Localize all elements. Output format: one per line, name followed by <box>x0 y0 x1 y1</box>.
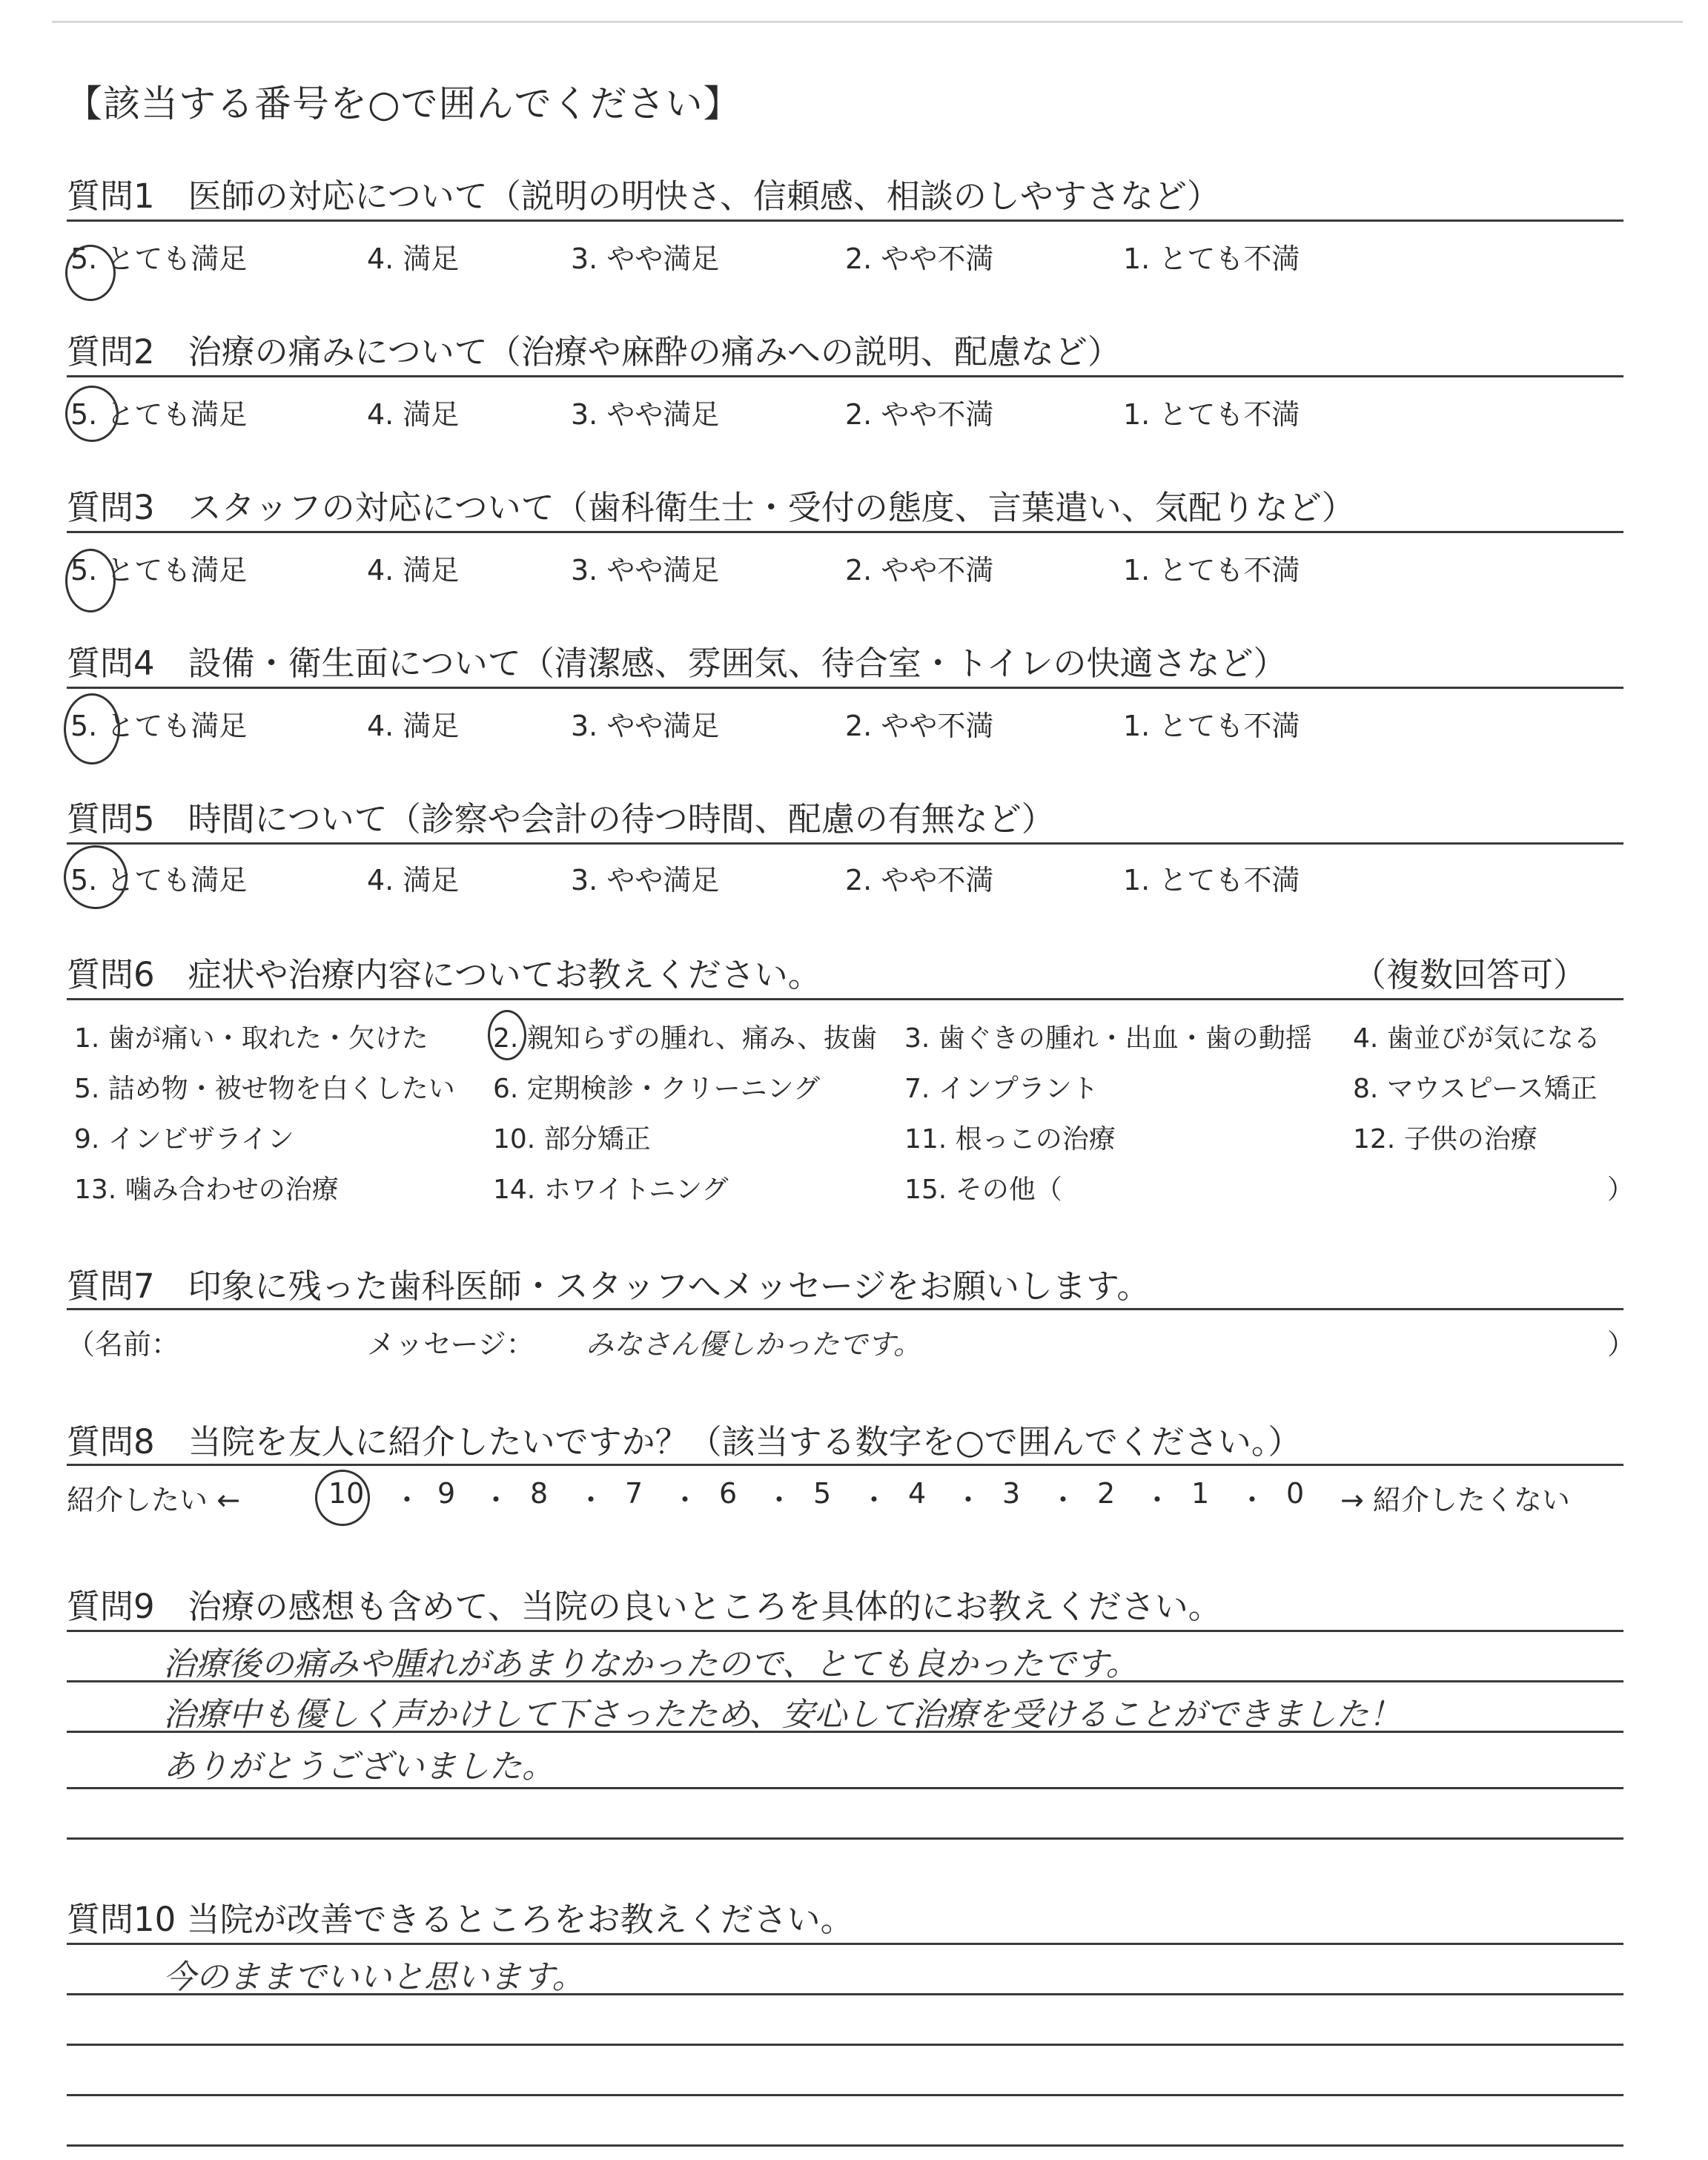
q4-option-3[interactable]: 3. やや満足 <box>571 710 720 742</box>
question-8-rule <box>67 1464 1623 1466</box>
scale-4[interactable]: 4 <box>908 1477 927 1510</box>
scale-1[interactable]: 1 <box>1191 1477 1210 1510</box>
scale-2[interactable]: 2 <box>1097 1477 1116 1510</box>
question-9-title: 質問9 治療の感想も含めて、当院の良いところを具体的にお教えください。 <box>67 1587 1222 1626</box>
question-6-title: 質問6 症状や治療内容についてお教えください。 <box>67 955 821 994</box>
q5-option-4[interactable]: 4. 満足 <box>367 864 460 896</box>
q2-selection-circle <box>65 386 119 442</box>
scale-dot: ・ <box>765 1484 794 1516</box>
q6-option-8[interactable]: 8. マウスピース矯正 <box>1353 1074 1598 1104</box>
question-7-rule <box>67 1308 1623 1310</box>
q3-option-1[interactable]: 1. とても不満 <box>1123 554 1300 587</box>
question-7-title: 質問7 印象に残った歯科医師・スタッフへメッセージをお願いします。 <box>67 1266 1151 1306</box>
q6-other-close-paren: ） <box>1607 1175 1635 1205</box>
question-1-rule <box>67 219 1623 222</box>
q2-option-4[interactable]: 4. 満足 <box>367 398 460 431</box>
q6-option-12[interactable]: 12. 子供の治療 <box>1353 1124 1537 1155</box>
q10-line-4 <box>67 2094 1623 2096</box>
scale-5[interactable]: 5 <box>813 1477 832 1510</box>
question-2-title: 質問2 治療の痛みについて（治療や麻酔の痛みへの説明、配慮など） <box>67 332 1121 371</box>
question-3-rule <box>67 531 1623 533</box>
question-5-title: 質問5 時間について（診察や会計の待つ時間、配慮の有無など） <box>67 799 1055 839</box>
q1-option-4[interactable]: 4. 満足 <box>367 242 460 275</box>
q6-option-4[interactable]: 4. 歯並びが気になる <box>1353 1023 1601 1054</box>
scale-dot: ・ <box>482 1484 511 1516</box>
message-handwritten[interactable]: みなさん優しかったです。 <box>586 1328 921 1361</box>
q1-option-1[interactable]: 1. とても不満 <box>1123 242 1300 275</box>
q3-selection-circle <box>65 549 116 612</box>
q10-line-1 <box>67 1943 1623 1945</box>
top-border-line <box>52 21 1683 23</box>
scale-0[interactable]: 0 <box>1286 1477 1305 1510</box>
page-heading: 【該当する番号を○で囲んでください】 <box>65 82 741 125</box>
q3-option-3[interactable]: 3. やや満足 <box>571 554 720 587</box>
question-3-title: 質問3 スタッフの対応について（歯科衛生士・受付の態度、言葉遣い、気配りなど） <box>67 488 1355 527</box>
scale-8[interactable]: 8 <box>530 1477 549 1510</box>
q3-option-2[interactable]: 2. やや不満 <box>845 554 994 587</box>
q6-option-3[interactable]: 3. 歯ぐきの腫れ・出血・歯の動揺 <box>904 1023 1312 1054</box>
question-4-rule <box>67 687 1623 689</box>
scale-6[interactable]: 6 <box>719 1477 738 1510</box>
scale-dot: ・ <box>1238 1484 1267 1516</box>
q4-option-4[interactable]: 4. 満足 <box>367 710 460 742</box>
scale-9[interactable]: 9 <box>437 1477 456 1510</box>
question-10-title: 質問10 当院が改善できるところをお教えください。 <box>67 1900 854 1939</box>
scale-dot: ・ <box>1143 1484 1172 1516</box>
q5-option-3[interactable]: 3. やや満足 <box>571 864 720 896</box>
q6-selection-circle <box>488 1010 526 1060</box>
recommend-right-label: → 紹介したくない <box>1340 1484 1570 1516</box>
q5-option-5[interactable]: 5. とても満足 <box>70 864 248 896</box>
q6-option-15[interactable]: 15. その他（ <box>904 1175 1062 1205</box>
q6-option-11[interactable]: 11. 根っこの治療 <box>904 1124 1116 1155</box>
q4-selection-circle <box>64 693 120 764</box>
q6-option-7[interactable]: 7. インプラント <box>904 1074 1099 1104</box>
q6-option-6[interactable]: 6. 定期検診・クリーニング <box>493 1074 821 1104</box>
q6-option-1[interactable]: 1. 歯が痛い・取れた・欠けた <box>74 1023 428 1054</box>
q6-option-2[interactable]: 2. 親知らずの腫れ、痛み、抜歯 <box>493 1023 878 1054</box>
q9-line-5 <box>67 1837 1623 1840</box>
q2-option-5[interactable]: 5. とても満足 <box>70 398 248 431</box>
q6-option-5[interactable]: 5. 詰め物・被せ物を白くしたい <box>74 1074 455 1104</box>
q9-answer-line-2[interactable]: 治療中も優しく声かけして下さったため、安心して治療を受けることができました！ <box>163 1696 1402 1734</box>
q6-option-10[interactable]: 10. 部分矯正 <box>493 1124 651 1155</box>
q10-answer-line-1[interactable]: 今のままでいいと思います。 <box>163 1958 585 1996</box>
q10-line-5 <box>67 2144 1623 2147</box>
question-5-rule <box>67 842 1623 845</box>
scale-7[interactable]: 7 <box>625 1477 643 1510</box>
q9-line-1 <box>67 1630 1623 1632</box>
q3-option-5[interactable]: 5. とても満足 <box>70 554 248 587</box>
scale-dot: ・ <box>393 1484 422 1516</box>
q6-option-14[interactable]: 14. ホワイトニング <box>493 1175 729 1205</box>
q9-line-4 <box>67 1787 1623 1789</box>
q5-selection-circle <box>64 845 128 909</box>
scale-dot: ・ <box>671 1484 700 1516</box>
q2-option-3[interactable]: 3. やや満足 <box>571 398 720 431</box>
q4-option-2[interactable]: 2. やや不満 <box>845 710 994 742</box>
q1-option-3[interactable]: 3. やや満足 <box>571 242 720 275</box>
q5-option-1[interactable]: 1. とても不満 <box>1123 864 1300 896</box>
scale-dot: ・ <box>860 1484 889 1516</box>
recommend-left-label: 紹介したい ← <box>67 1484 240 1516</box>
scale-3[interactable]: 3 <box>1002 1477 1021 1510</box>
question-8-title: 質問8 当院を友人に紹介したいですか？（該当する数字を○で囲んでください。） <box>67 1422 1302 1462</box>
q4-option-1[interactable]: 1. とても不満 <box>1123 710 1300 742</box>
q3-option-4[interactable]: 4. 満足 <box>367 554 460 587</box>
q6-option-13[interactable]: 13. 噛み合わせの治療 <box>74 1175 339 1205</box>
q4-option-5[interactable]: 5. とても満足 <box>70 710 248 742</box>
q6-option-9[interactable]: 9. インビザライン <box>74 1124 294 1155</box>
q8-selection-circle <box>315 1470 370 1526</box>
q1-selection-circle <box>65 245 116 301</box>
q2-option-1[interactable]: 1. とても不満 <box>1123 398 1300 431</box>
q2-option-2[interactable]: 2. やや不満 <box>845 398 994 431</box>
question-2-rule <box>67 375 1623 377</box>
scale-dot: ・ <box>1049 1484 1078 1516</box>
q1-option-5[interactable]: 5. とても満足 <box>70 242 248 275</box>
scale-dot: ・ <box>954 1484 983 1516</box>
q9-answer-line-3[interactable]: ありがとうございました。 <box>163 1748 555 1786</box>
q10-line-3 <box>67 2044 1623 2046</box>
scale-10[interactable]: 10 <box>328 1477 365 1510</box>
question-6-rule <box>67 998 1623 1000</box>
question-4-title: 質問4 設備・衛生面について（清潔感、雰囲気、待合室・トイレの快適さなど） <box>67 644 1287 683</box>
q1-option-2[interactable]: 2. やや不満 <box>845 242 994 275</box>
name-label: （名前： <box>67 1328 180 1361</box>
multiple-answers-note: （複数回答可） <box>1353 955 1587 994</box>
scale-dot: ・ <box>577 1484 606 1516</box>
q5-option-2[interactable]: 2. やや不満 <box>845 864 994 896</box>
message-close-paren: ） <box>1607 1328 1636 1361</box>
q9-answer-line-1[interactable]: 治療後の痛みや腫れがあまりなかったので、とても良かったです。 <box>163 1645 1139 1683</box>
message-label: メッセージ： <box>367 1328 534 1361</box>
question-1-title: 質問1 医師の対応について（説明の明快さ、信頼感、相談のしやすさなど） <box>67 176 1220 216</box>
